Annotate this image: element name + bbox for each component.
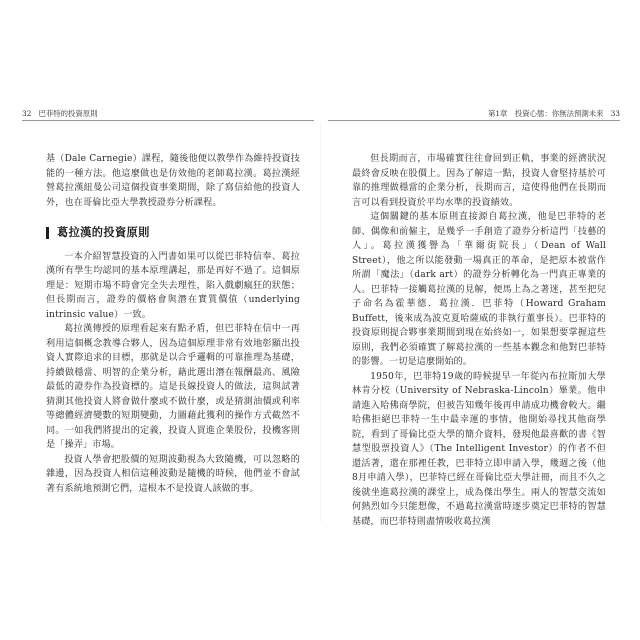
right-page-number: 33 [610, 109, 620, 118]
left-page-body [46, 152, 300, 496]
right-header-rule [328, 120, 620, 121]
section-heading [46, 226, 300, 241]
left-paragraph: 一本介紹智慧投資的入門書如果可以從巴菲特信奉、葛拉漢所有學生均認同的基本原理講起，那是再好不過了。這個原理是：短期市場不時會完全失去理性，陷入戲劇瘋狂的狀態；但長期而言，證券的價格會與潛在實質價值（underlying intrinsic value）一致。 [46, 251, 300, 320]
left-paragraph: 投資人學會把股價的短期波動視為大致隨機，可以忽略的雜邊，因為投資人相信這種波動是隨機的時候，他們並不會試著有系統地預測它們，這根本不是投資人該做的事。 [46, 454, 300, 494]
right-page-body [352, 152, 606, 529]
section-marker [46, 227, 49, 239]
right-header [488, 108, 620, 119]
right-paragraph: 但長期而言，市場確實往往會回到正軌，事業的經濟狀況最終會反映在股價上。因為了解這一點，投資人會堅持基於可靠的推理做穩當的企業分析，長期而言，這使得他們在長期而言可以看到投資於平均水準的投資績效。 [352, 154, 606, 208]
left-page-number: 32 [22, 109, 32, 118]
book-gutter [320, 122, 322, 522]
left-header-rule [22, 120, 314, 121]
section-title: 葛拉漢的投資原則 [57, 226, 150, 239]
left-header [22, 108, 98, 119]
right-paragraph: 這個關鍵的基本原則直接源自葛拉漢，他是巴菲特的老師、偶像和前僱主，是幾乎一手創造了證券分析這門「技藝的人」。葛拉漢獲譽為「華爾街院長」（Dean of Wall Street），他之所以能發動一場真正的革命，是把原本被當作所謂「魔法」（dark art）的證券分析轉化為一門真正專業的人。巴菲特一接觸葛拉漢的見解，便馬上為之著迷，甚至把兒子命名為霍華德．葛拉漢．巴菲特（Howard Graham Buffett，後來成為波克夏哈薩威的非執行董事長）。巴菲特的投資原則提合夥事業期間到現在始終如一，如果想要掌握這些原則，我們必須確實了解葛拉漢的一些基本觀念和他對巴菲特的影響。一切是這麼開始的。 [352, 212, 606, 367]
left-running-head: 巴菲特的投資原則 [38, 109, 98, 118]
right-running-head: 第1章 投資心態：你無法預測未來 [487, 109, 604, 118]
book-spread [22, 108, 620, 527]
left-paragraph: 基（Dale Carnegie）課程，隨後他便以教學作為維持投資技能的一種方法。他這麼做也是仿效他的老師葛拉漢。葛拉漢經營葛拉漢紐曼公司這個投資事業期間，除了寫信給他的投資人外，也在哥倫比亞大學教授證券分析課程。 [46, 154, 300, 208]
left-paragraph: 葛拉漢傳授的原理看起來有點矛盾，但巴菲特在信中一再利用這個概念教導合夥人，因為這個原理非常有效地彰顯出投資人實際追求的目標，那就是以合乎邏輯的可靠推理為基礎，持續做穩當、明智的企業分析，藉此選出潛在報酬最高、風險最低的證券作為投資標的。這是長線投資人的做法，這與試著猜測其他投資人將會做什麼或不做什麼，或是猜測油價或利率等總體經濟變數的短期變動，力圖藉此獲利的操作方式截然不同。一如我們將提出的定義，投資人買進企業股份，投機客則是「操弄」市場。 [46, 324, 300, 450]
right-paragraph: 1950年，巴菲特19歲的時候提早一年從內布拉斯加大學林肯分校（University of Nebraska-Lincoln）畢業。他申請進入哈佛商學院，但被告知幾年後再申請成功機會較大。繼哈佛拒絕巴菲特一生中最幸運的事情，他開始尋找其他商學院，看到了哥倫比亞大學的簡介資料，發現他最喜歡的書《智慧型股票投資人》（The Intelligent Investor）的作者不但還活著，還在那裡任教，巴菲特立即申請入學，幾週之後（他8月申請入學），巴菲特已經在哥倫比亞大學註冊，而且不久之後就坐進葛拉漢的課堂上，成為傑出學生。兩人的智慧交流如何熱烈如今只能想像，不過葛拉漢當時逐步奠定巴菲特的智慧基礎，而巴菲特則盡情吸收葛拉漢 [352, 371, 606, 527]
